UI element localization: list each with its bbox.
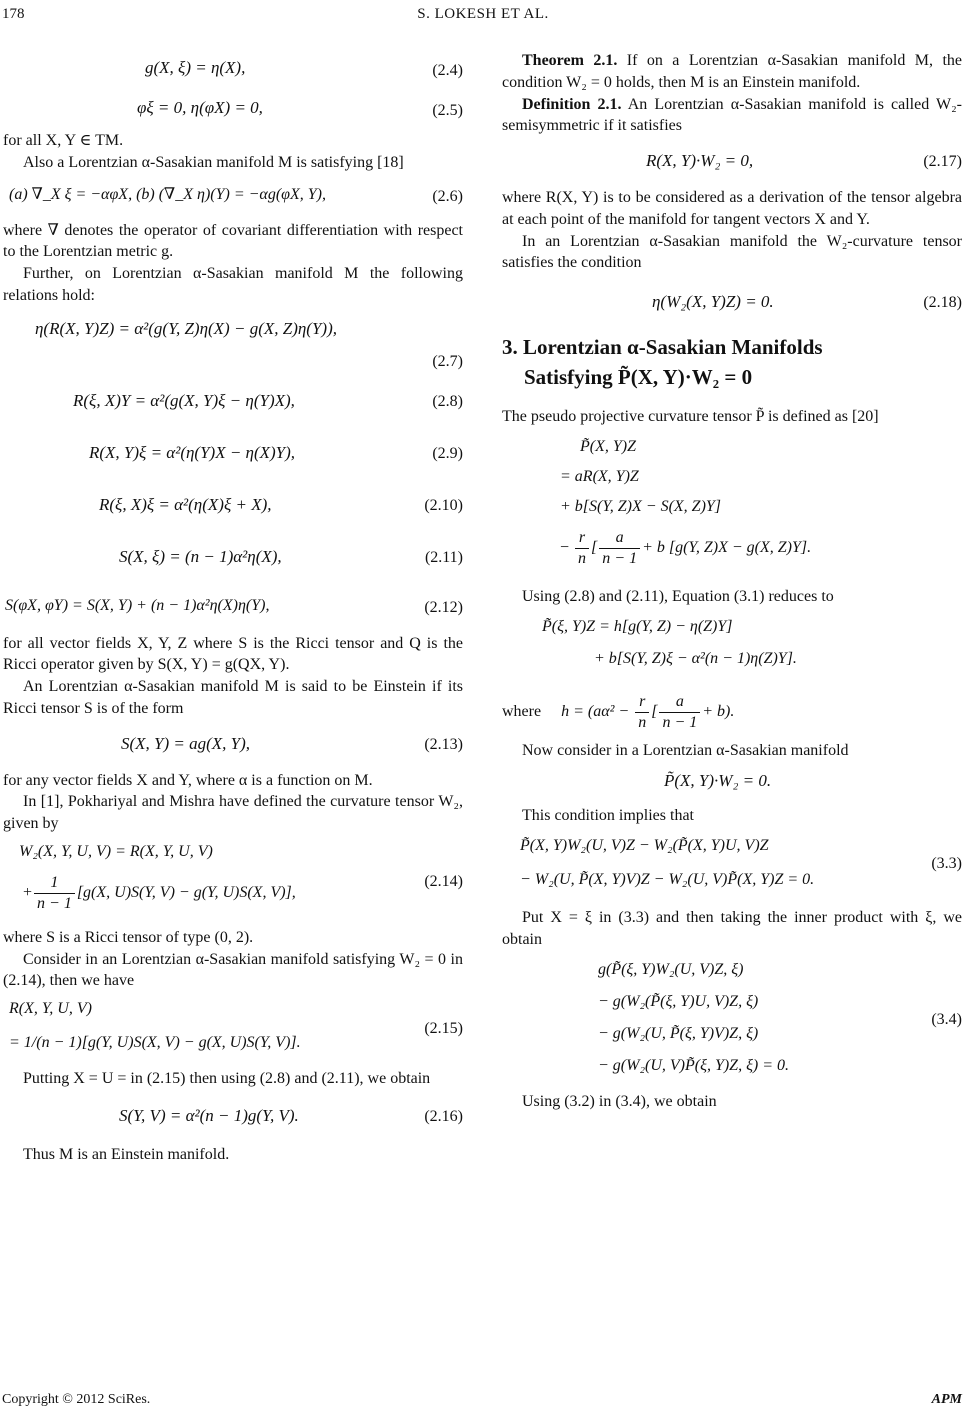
theorem-2-1: Theorem 2.1. If on a Lorentzian α-Sasakian manifold M, the condition W₂ = 0 holds, then M is an Einstein manifold.	[502, 52, 962, 91]
page-footer	[0, 1390, 966, 1410]
journal-abbrev: APM	[931, 1392, 962, 1407]
paragraph: Further, on Lorentzian α-Sasakian manifold M the following relations hold:	[3, 265, 463, 304]
equation-2-8: R(ξ, X)Y = α²(g(X, Y)ξ − η(Y)X), (2.8)	[73, 390, 463, 410]
paragraph: Consider in an Lorentzian α-Sasakian manifold satisfying W₂ = 0 in (2.14), then we have	[3, 950, 463, 990]
paragraph: Putting X = U = in (2.15) then using (2.8) and (2.11), we obtain	[23, 1070, 431, 1087]
paragraph: for all vector fields X, Y, Z where S is the Ricci tensor and Q is the Ricci operator given by S(X, Y) = g(QX, Y).	[3, 634, 463, 674]
page-header	[0, 4, 966, 26]
equation-2-14: W₂(X, Y, U, V) = R(X, Y, U, V) + $\frac{1}{n - 1}$ [g(X, U)S(Y, V) − g(Y, U)S(X, V)], (2.14)	[19, 842, 463, 912]
paragraph: The pseudo projective curvature tensor P̃ is defined as [20]	[502, 408, 879, 425]
equation-2-18: η(W₂(X, Y)Z) = 0. (2.18)	[652, 292, 962, 311]
running-title: S. LOKESH ET AL.	[417, 6, 549, 22]
paragraph: for all X, Y ∈ TM.	[3, 132, 124, 149]
equation-3-2: P̃(ξ, Y)Z = h[g(Y, Z) − η(Z)Y] + b[S(Y, Z)ξ − α²(n − 1)η(Z)Y].	[542, 617, 797, 667]
equation-2-5: φξ = 0, η(φX) = 0, (2.5)	[137, 98, 463, 119]
equation-2-4: g(X, ξ) = η(X), (2.4)	[145, 58, 463, 79]
equation-2-11: S(X, ξ) = (n − 1)α²η(X), (2.11)	[119, 546, 463, 566]
paragraph: In an Lorentzian α-Sasakian manifold the W₂-curvature tensor satisfies the condition	[502, 232, 962, 272]
paragraph: Also a Lorentzian α-Sasakian manifold M is satisfying [18]	[23, 153, 404, 171]
equation-2-10: R(ξ, X)ξ = α²(η(X)ξ + X), (2.10)	[99, 494, 463, 514]
paragraph: Using (3.2) in (3.4), we obtain	[522, 1092, 717, 1110]
equation-2-16: S(Y, V) = α²(n − 1)g(Y, V). (2.16)	[119, 1105, 463, 1125]
paragraph: An Lorentzian α-Sasakian manifold M is said to be Einstein if its Ricci tensor S is of the form	[3, 678, 463, 717]
paragraph: for any vector fields X and Y, where α is a function on M.	[3, 771, 373, 789]
equation-3-1: P̃(X, Y)Z = aR(X, Y)Z + b[S(Y, Z)X − S(X, Z)Y] − $\frac{r}{n}$ [ $\frac{a}{n - 1}$ + b [g(Y, Z)X − g(X, Z)Y].	[560, 437, 812, 567]
equation-2-7: η(R(X, Y)Z) = α²(g(Y, Z)η(X) − g(X, Z)η(Y)), (2.7)	[35, 318, 463, 370]
equation-condition: P̃(X, Y)·W₂ = 0.	[664, 771, 772, 791]
equation-2-13: S(X, Y) = ag(X, Y), (2.13)	[121, 733, 463, 753]
left-column	[3, 50, 463, 1166]
equation-2-6: (a) ∇_X ξ = −αφX, (b) (∇_X η)(Y) = −αg(φX, Y), (2.6)	[9, 185, 463, 205]
definition-2-1: Definition 2.1. An Lorentzian α-Sasakian manifold is called W₂-semisymmetric if it satisfies	[502, 95, 962, 135]
paragraph: This condition implies that	[522, 807, 694, 825]
paragraph: In [1], Pokhariyal and Mishra have defined the curvature tensor W₂, given by	[3, 793, 463, 832]
paragraph: Now consider in a Lorentzian α-Sasakian manifold	[522, 741, 849, 759]
section-heading: 3. Lorentzian α-Sasakian Manifolds Satisfying P̃(X, Y)·W₂ = 0	[502, 335, 823, 389]
equation-2-15: R(X, Y, U, V) = 1/(n − 1)[g(Y, U)S(X, V) − g(X, U)S(Y, V)]. (2.15)	[9, 1000, 463, 1051]
equation-2-17: R(X, Y)·W₂ = 0, (2.17)	[646, 151, 962, 170]
paragraph: Using (2.8) and (2.11), Equation (3.1) reduces to	[522, 587, 834, 605]
paragraph: where ∇ denotes the operator of covariant differentiation with respect to the Lorentzian metric g.	[3, 221, 463, 261]
equation-3-4: g(P̃(ξ, Y)W₂(U, V)Z, ξ) − g(W₂(P̃(ξ, Y)U, V)Z, ξ) − g(W₂(U, P̃(ξ, Y)V)Z, ξ) − g(W₂(U, V)P̃(ξ, Y)Z, ξ) = 0. (3.4)	[598, 960, 962, 1074]
equation-2-9: R(X, Y)ξ = α²(η(Y)X − η(X)Y), (2.9)	[89, 442, 463, 462]
paragraph: Thus M is an Einstein manifold.	[23, 1145, 230, 1163]
equation-2-12: S(φX, φY) = S(X, Y) + (n − 1)α²η(X)η(Y), (2.12)	[5, 596, 463, 616]
copyright: Copyright © 2012 SciRes.	[2, 1392, 151, 1407]
equation-h-definition: where h = (aα² − $\frac{r}{n}$ [ $\frac{a}{n - 1}$ + b).	[502, 692, 735, 731]
paragraph: where S is a Ricci tensor of type (0, 2).	[3, 928, 254, 946]
equation-3-3: P̃(X, Y)W₂(U, V)Z − W₂(P̃(X, Y)U, V)Z − W₂(U, P̃(X, Y)V)Z − W₂(U, V)P̃(X, Y)Z = 0. (3.3)	[520, 837, 962, 888]
right-column	[502, 50, 962, 1112]
page-number: 178	[2, 6, 25, 22]
paragraph: where R(X, Y) is to be considered as a derivation of the tensor algebra at each point of the manifold for tangent vectors X and Y.	[502, 189, 962, 228]
paragraph: Put X = ξ in (3.3) and then taking the inner product with ξ, we obtain	[502, 909, 962, 948]
